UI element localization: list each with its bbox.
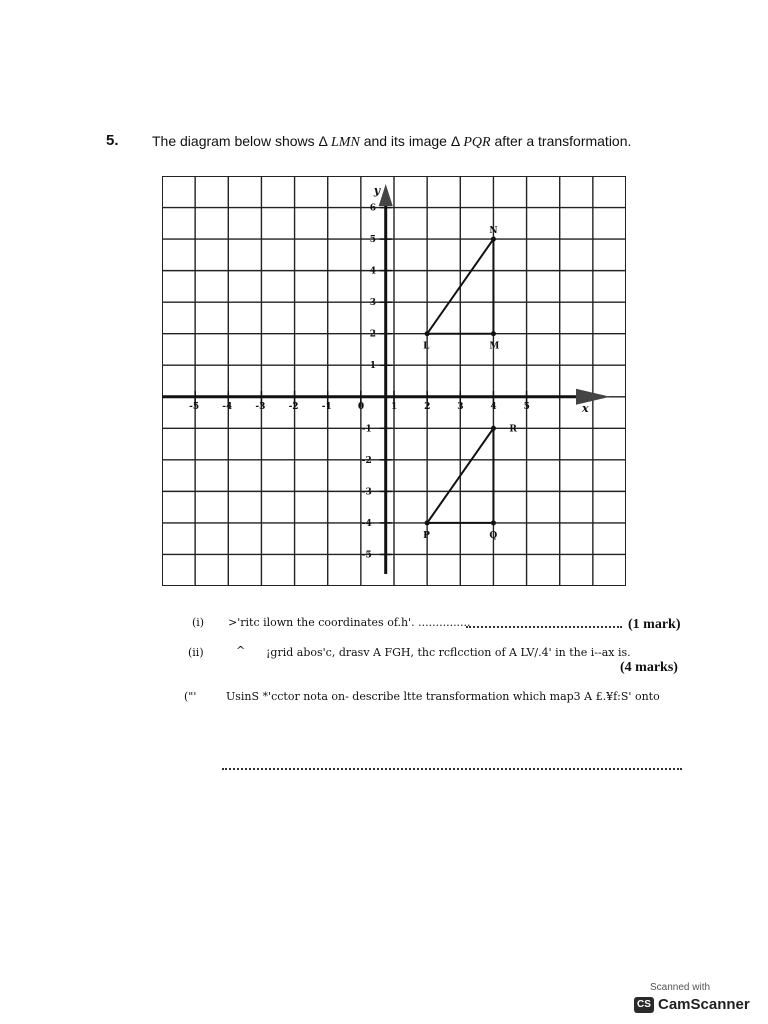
y-tick-label: 1 [369, 361, 376, 372]
coordinate-grid-svg [162, 176, 626, 586]
y-tick-label: -4 [361, 518, 372, 529]
coordinate-grid [162, 176, 626, 586]
vertex-label-Q: Q [489, 530, 498, 541]
vertex-M [491, 331, 496, 336]
x-tick-label: 2 [424, 401, 431, 412]
vertex-label-M: M [489, 341, 500, 352]
vertex-Q [491, 520, 496, 525]
y-tick-label: -5 [361, 550, 372, 561]
part-iii-label: ("' [184, 690, 197, 703]
y-tick-label: 6 [369, 203, 376, 214]
question-number: 5. [106, 132, 119, 149]
y-axis-arrow-icon [379, 184, 393, 206]
part-iii-text: UsinS *'cctor nota on- describe ltte transformation which map3 A £.¥f:S' onto [226, 690, 660, 703]
x-tick-label: 0 [357, 401, 365, 412]
part-ii-caret: ^ [236, 644, 246, 657]
y-tick-label: -3 [361, 487, 372, 498]
question-text-suffix: after a transformation. [494, 133, 632, 149]
x-tick-label: -2 [288, 401, 299, 412]
x-tick-label: 4 [490, 401, 497, 412]
vertex-label-P: P [423, 530, 430, 541]
y-tick-label: 5 [369, 235, 376, 246]
part-i-marks: (1 mark) [628, 617, 681, 632]
vertex-N [491, 237, 496, 242]
vertex-label-N: N [489, 226, 498, 237]
x-tick-label: -4 [222, 401, 233, 412]
vertex-P [425, 520, 430, 525]
x-tick-label: 5 [523, 401, 530, 412]
x-tick-label: -3 [255, 401, 266, 412]
y-tick-label: 2 [369, 329, 376, 340]
vertex-R [491, 426, 496, 431]
y-tick-label: 3 [369, 298, 376, 309]
vertex-L [425, 331, 430, 336]
x-tick-label: 1 [391, 401, 398, 412]
part-ii-marks: (4 marks) [620, 660, 678, 675]
camscanner-logo-icon: CS [634, 997, 654, 1013]
part-i-text: >'ritc ilown the coordinates of.h'. ............... [228, 616, 471, 629]
triangle-lmn-name: LMN [331, 135, 360, 150]
y-tick-label: 4 [369, 266, 376, 277]
part-iii-answer-line [222, 768, 682, 770]
question-text-mid: and its image Δ [363, 133, 460, 149]
vertex-label-L: L [423, 341, 430, 352]
triangle-pqr-name: PQR [463, 135, 491, 150]
y-tick-label: -2 [361, 455, 372, 466]
question-text-prefix: The diagram below shows Δ [152, 133, 328, 149]
x-tick-label: 3 [457, 401, 464, 412]
x-tick-label: -5 [189, 401, 200, 412]
y-axis-label: y [373, 184, 381, 197]
scanned-with-text: Scanned with [650, 982, 711, 993]
part-ii-label: (ii) [188, 646, 204, 659]
camscanner-watermark [630, 982, 750, 1020]
vertex-label-R: R [509, 424, 517, 435]
part-ii-text: ¡grid abos'c, drasv A FGH, thc rcflcction of A LV/.4' in the i--ax is. [266, 646, 631, 659]
x-tick-label: -1 [321, 401, 332, 412]
camscanner-brand: CamScanner [658, 996, 750, 1013]
part-i-label: (i) [192, 616, 205, 629]
part-i-answer-line [466, 626, 622, 628]
x-axis-label: x [582, 401, 589, 415]
y-tick-label: -1 [361, 424, 372, 435]
question-text [152, 133, 631, 151]
